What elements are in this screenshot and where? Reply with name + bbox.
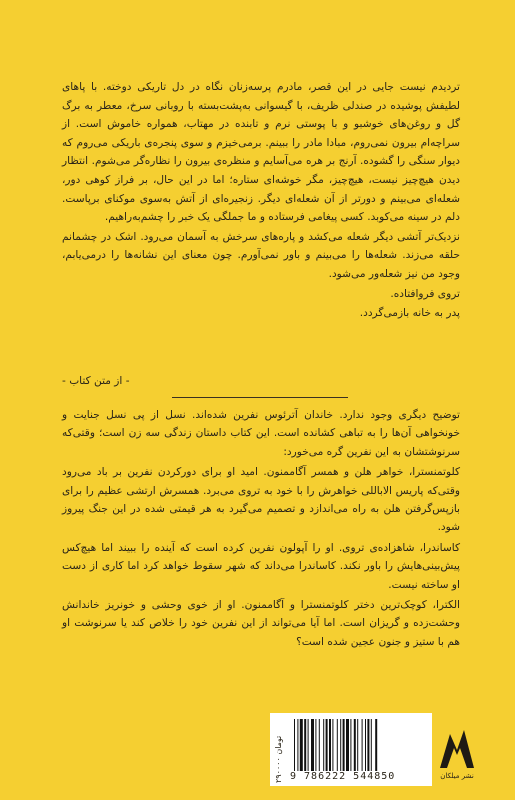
section-divider [172, 397, 348, 398]
publisher-logo-icon [438, 718, 476, 778]
excerpt-paragraph: نزدیک‌تر آتشی دیگر شعله می‌کشد و پاره‌های سرخش به آسمان می‌رود. اشک در چشمانم حلقه می‌زند. شعله‌ها را می‌بینم و باور نمی‌آورم. چون معنای این نشانه‌ها را درمی‌یابم، وجود من نیز شعله‌ور می‌شود. [62, 230, 460, 280]
excerpt-source: - از متن کتاب - [62, 375, 130, 387]
publisher-name: نشر میلکان [440, 772, 474, 780]
summary-paragraph: توضیح دیگری وجود ندارد. خاندان آترئوس نفرین شده‌اند. نسل از پی نسل جنایت و خونخواهی آن‌ها را به تباهی کشانده است. این کتاب داستان زندگی سه زن است؛ وقتی‌که سرنوشتشان به این نفرین گره می‌خورد: [62, 409, 460, 458]
price-label: ۲۹۰۰۰۰ تومان [274, 735, 283, 783]
excerpt-paragraph: تردیدم نیست جایی در این قصر، مادرم پرسه‌زنان نگاه در دل تاریکی دوخته. با پاهای لطیفش پوشیده در صندلی ظریف، با گیسوانی به‌پشت‌بسته با روبانی سرخ، معطر به برگ گل و روغن‌های خوشبو و با پوستی نرم و تابنده در مهتاب، همواره خاموش است. از سراچه‌ام بیرون نمی‌روم، مبادا مادر را ببینم. برمی‌خیزم و سوی پنجره‌ی باریکی می‌روم که دیوار سنگی را گشوده. آرنج بر هره می‌آسایم و منظره‌ی بیرون را نظاره‌گر می‌شوم. انتظار دیدن هیچ‌چیز نیست، هیچ‌چیز، مگر خوشه‌ای ستاره؛ اما در این حال، بر فراز کوهی دور، شعله‌ای می‌بینم و دورتر از آن شعله‌ای دیگر. زنجیره‌ای از آتش به‌سوی موکنای برپاست. دلم در سینه می‌کوبد. کسی پیغامی فرستاده و ما جملگی یک خبر را چشم‌به‌راهیم. [62, 81, 460, 224]
barcode-panel [270, 713, 432, 786]
barcode-bars [294, 719, 426, 771]
summary-paragraph: کاساندرا، شاهزاده‌ی تروی. او را آپولون نفرین کرده است که آینده را ببیند اما هیچ‌کس پیش‌بینی‌هایش را باور نکند. کاساندرا می‌داند که شهر سقوط خواهد کرد اما کاری از دست او ساخته نیست. [62, 541, 460, 591]
barcode-number: 9 786222 544850 [290, 771, 396, 782]
summary-block [62, 406, 460, 653]
summary-paragraph: کلوتمنسترا، خواهر هلن و همسر آگاممنون. امید او برای دورکردن نفرین بر باد می‌رود وقتی‌که پاریس الاباللی خواهرش را با خود به تروی می‌برد. همسرش ارتشی عظیم را برای بازپس‌گرفتن هلن به راه می‌اندازد و تصمیم می‌گیرد به هر قیمتی شده در این جنگ پیروز شود. [62, 466, 460, 534]
excerpt-block [62, 78, 460, 324]
excerpt-paragraph: تروی فروافتاده. [390, 287, 460, 300]
excerpt-paragraph: پدر به خانه بازمی‌گردد. [359, 307, 460, 320]
summary-paragraph: الکترا، کوچک‌ترین دختر کلوتمنسترا و آگاممنون. او از خوی وحشی و خونریز خاندانش وحشت‌زده و گریزان است. اما آیا می‌تواند از این نفرین خود را خلاص کند یا سرنوشت او هم با ستیز و جنون عجین شده است؟ [62, 599, 460, 648]
